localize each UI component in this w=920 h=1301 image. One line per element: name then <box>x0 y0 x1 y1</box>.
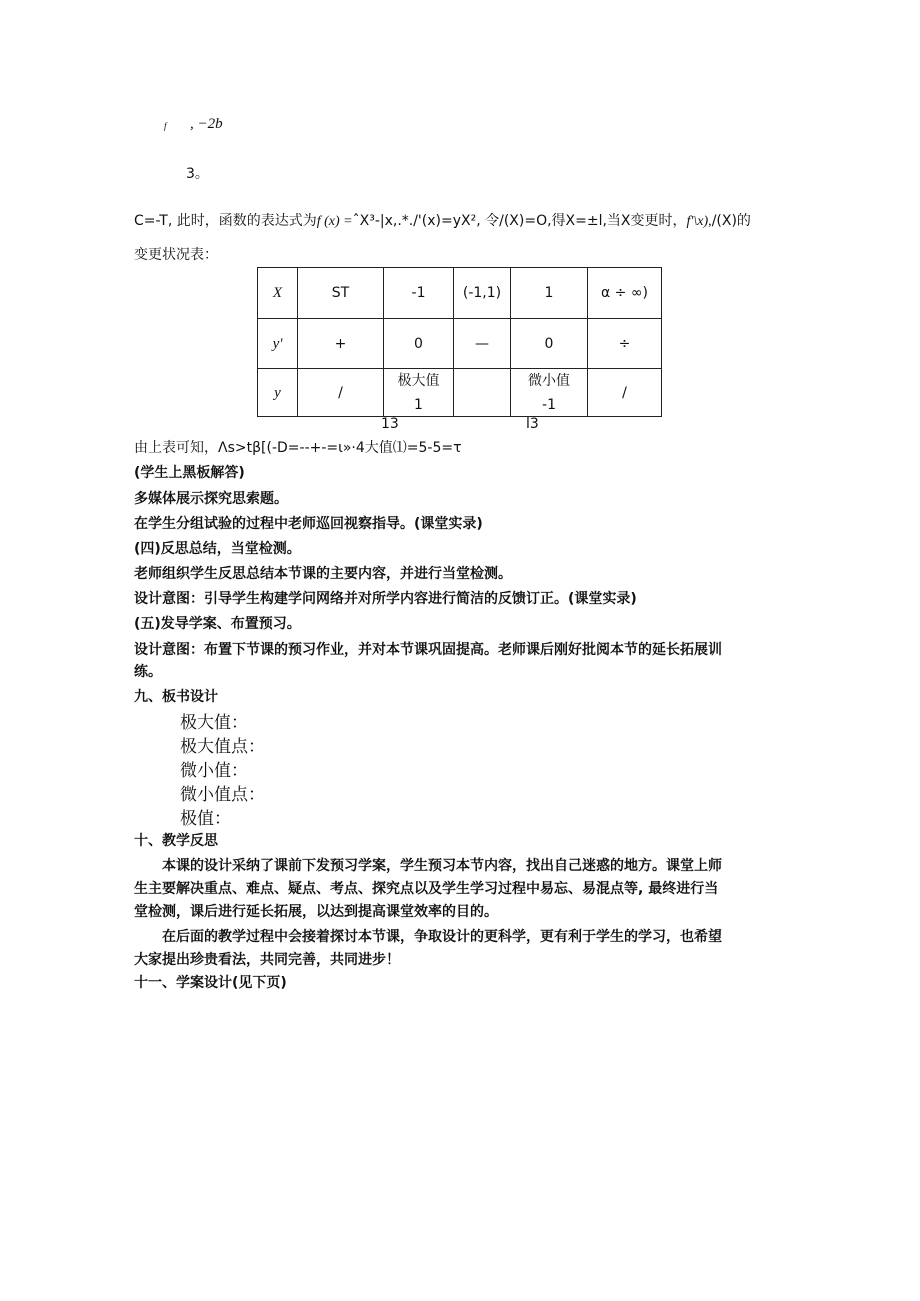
table-cell <box>454 369 511 417</box>
table-cell: / <box>298 369 384 417</box>
text-line: 设计意图：引导学生构建学问网络并对所学内容进行简洁的反馈订正。(课堂实录) <box>134 591 637 607</box>
text-line: 生主要解决重点、难点、疑点、考点、探究点以及学生学习过程中易忘、易混点等, 最终进行当 <box>134 881 719 897</box>
table-cell: ST <box>298 268 384 319</box>
table-row <box>258 369 662 417</box>
table-row <box>258 319 662 369</box>
expression-tail: /(X)的 <box>711 213 751 229</box>
section-heading: 九、板书设计 <box>134 689 218 705</box>
table-cell: 1 <box>511 268 588 319</box>
text-line: (学生上黑板解答) <box>134 465 245 481</box>
formula-fragment-2b: , −2b <box>190 116 223 132</box>
expression-fx: f (x) = <box>316 214 353 229</box>
formula-fragment-3: 3。 <box>186 166 209 182</box>
table-note-left: 13 <box>381 416 399 432</box>
function-expression-line <box>134 210 751 230</box>
table-cell-line: 微小值 <box>528 372 570 389</box>
variation-table <box>257 267 662 417</box>
board-item: 极大值点： <box>180 737 265 757</box>
table-cell-line: -1 <box>542 396 556 413</box>
section-heading: (五)发导学案、布置预习。 <box>134 616 301 632</box>
text-line: 由上表可知，Λs>tβ[(-D=--+-=ι»·4大值⑴=5-5=τ <box>134 440 462 456</box>
text-line: 多媒体展示探究思索题。 <box>134 491 288 507</box>
expression-rest: ˆX³-|x,.*./'(x)=yX², 令/(X)=O,得X=±l,当X变更时， <box>352 213 687 229</box>
section-heading: (四)反思总结，当堂检测。 <box>134 541 301 557</box>
text-line: 堂检测，课后进行延长拓展，以达到提高课堂效率的目的。 <box>134 904 498 920</box>
board-item: 极大值： <box>180 713 248 733</box>
table-cell: / <box>588 369 662 417</box>
table-cell: ÷ <box>588 319 662 369</box>
table-cell-line: 1 <box>414 396 423 413</box>
table-cell: y <box>258 369 298 417</box>
formula-fragment-f: f <box>164 121 167 131</box>
text-line: 老师组织学生反思总结本节课的主要内容，并进行当堂检测。 <box>134 566 512 582</box>
table-cell: (-1,1) <box>454 268 511 319</box>
text-line: 在学生分组试验的过程中老师巡回视察指导。(课堂实录) <box>134 516 483 532</box>
table-cell: + <box>298 319 384 369</box>
board-item: 微小值点： <box>180 785 265 805</box>
table-cell: -1 <box>384 268 454 319</box>
table-cell <box>384 369 454 417</box>
table-cell: y' <box>258 319 298 369</box>
board-item: 微小值： <box>180 761 248 781</box>
table-cell: — <box>454 319 511 369</box>
text-line: 练。 <box>134 664 162 680</box>
text-line: 大家提出珍贵看法，共同完善，共同进步！ <box>134 952 400 968</box>
table-cell <box>511 369 588 417</box>
expression-lead: C=-T, 此时，函数的表达式为 <box>134 213 317 229</box>
expression-fpx: f'\x), <box>686 214 712 229</box>
table-cell: 0 <box>511 319 588 369</box>
table-note-right: l3 <box>526 416 539 432</box>
text-line: 本课的设计采纳了课前下发预习学案，学生预习本节内容，找出自己迷惑的地方。课堂上师 <box>162 858 722 874</box>
text-line: 在后面的教学过程中会接着探讨本节课，争取设计的更科学，更有利于学生的学习，也希望 <box>162 929 722 945</box>
table-cell-line: 极大值 <box>397 372 440 389</box>
section-heading: 十、教学反思 <box>134 833 218 849</box>
table-row <box>258 268 662 319</box>
text-line: 设计意图：布置下节课的预习作业，并对本节课巩固提高。老师课后刚好批阅本节的延长拓展训 <box>134 642 722 658</box>
board-item: 极值： <box>180 809 231 829</box>
table-cell: 0 <box>384 319 454 369</box>
table-cell: X <box>258 268 298 319</box>
table-caption: 变更状况表： <box>134 247 218 263</box>
section-heading: 十一、学案设计(见下页) <box>134 975 287 991</box>
table-cell: α ÷ ∞) <box>588 268 662 319</box>
